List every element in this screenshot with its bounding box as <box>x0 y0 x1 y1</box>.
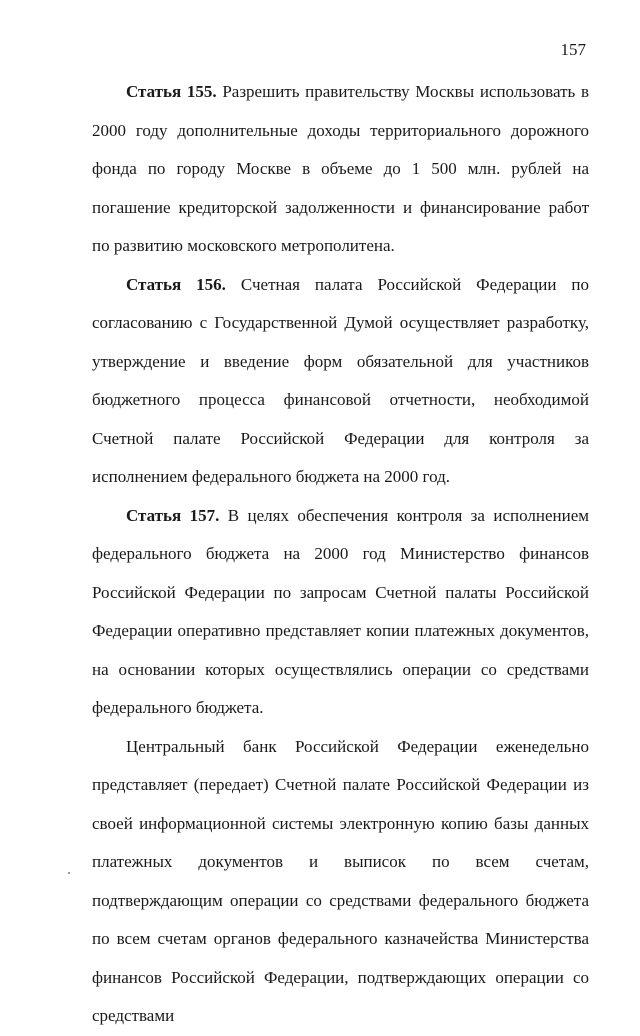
article-157-paragraph <box>92 497 589 728</box>
article-155-text: Разрешить правительству Москвы использовать в 2000 году дополнительные доходы территориального дорожного фонда по городу Москве в объеме до 1 500 млн. рублей на погашение кредиторской задолженности и финансирование работ по развитию московского метрополитена. <box>92 82 589 255</box>
page-number: 157 <box>560 40 586 59</box>
article-156-text: Счетная палата Российской Федерации по согласованию с Государственной Думой осуществляет разработку, утверждение и введение форм обязательной для участников бюджетного процесса финансовой отчетности, необходимой Счетной палате Российской Федерации для контроля за исполнением федерального бюджета на 2000 год. <box>92 274 590 486</box>
article-155-heading: Статья 155. <box>126 82 217 101</box>
article-156-paragraph <box>92 266 589 497</box>
central-bank-paragraph <box>92 728 589 1036</box>
article-157-text: В целях обеспечения контроля за исполнением федерального бюджета на 2000 год Министерство финансов Российской Федерации по запросам Счетной палаты Российской Федерации оперативно представляет копии платежных документов, на основании которых осуществлялись операции со средствами федерального бюджета. <box>92 505 589 717</box>
scan-speck <box>68 872 70 874</box>
article-156-heading: Статья 156. <box>126 274 226 294</box>
central-bank-text: Центральный банк Российской Федерации еженедельно представляет (передает) Счетной палате Российской Федерации из своей информационной системы электронную копию базы данных платежных документов и выписок по всем счетам, подтверждающим операции со средствами федерального бюджета по всем счетам органов федерального казначейства Министерства финансов Российской Федерации, подтверждающих операции со средствами <box>92 736 589 1025</box>
article-157-heading: Статья 157. <box>126 505 220 525</box>
document-body <box>92 73 589 1036</box>
article-155-paragraph <box>92 73 589 266</box>
